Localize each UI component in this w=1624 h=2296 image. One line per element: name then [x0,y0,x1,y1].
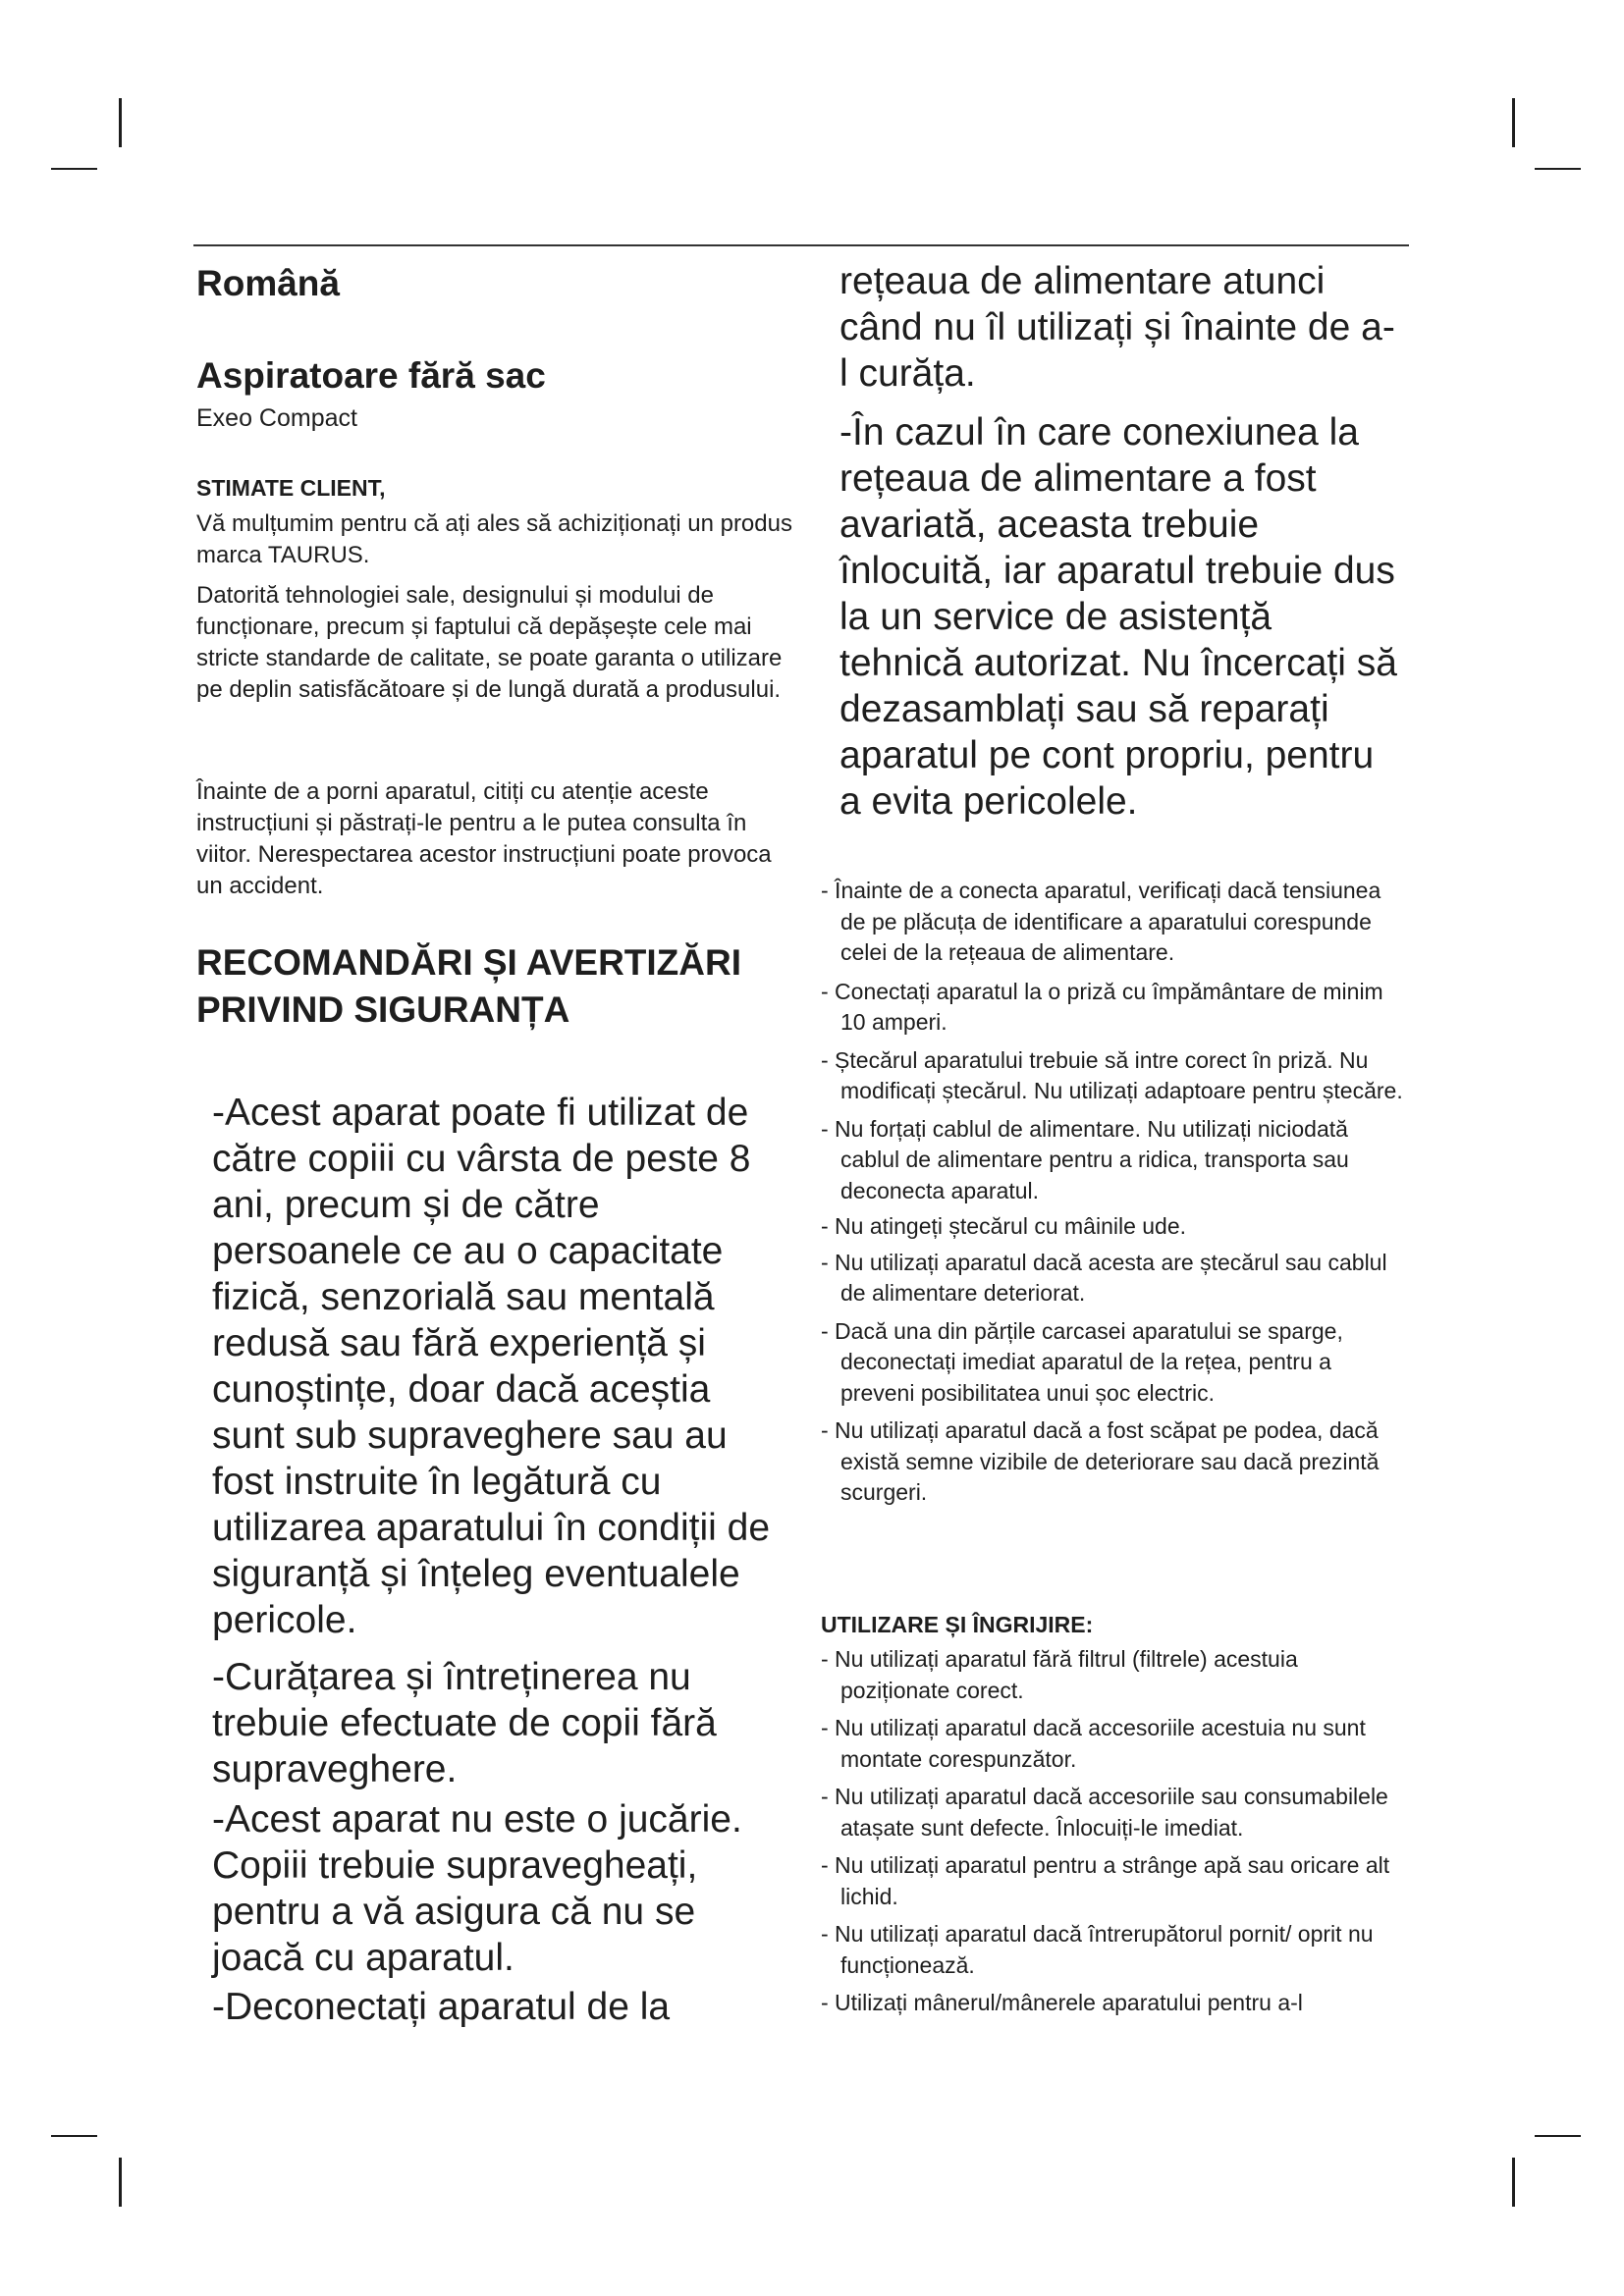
large-warning: -Deconectați aparatul de la [212,1986,671,2028]
crop-mark [51,2135,97,2137]
product-title: Aspiratoare fără sac [196,355,546,396]
use-heading: UTILIZARE ȘI ÎNGRIJIRE: [821,1612,1094,1637]
list-item: - Nu utilizați aparatul pentru a strânge apă sau oricare alt lichid. [821,1852,1390,1909]
intro-paragraph: Vă mulțumim pentru că ați ales să achiziționați un produs marca TAURUS. [196,510,792,568]
safety-list [821,876,1410,1509]
language-heading: Română [196,263,340,303]
crop-mark [1535,168,1581,170]
list-item: - Înainte de a conecta aparatul, verificați dacă tensiunea de pe plăcuța de identificare a aparatului corespunde celei de la rețeaua de alimentare. [821,878,1381,965]
large-warning: -Curățarea și întreținerea nu trebuie efectuate de copii fără supraveghere. [212,1656,717,1790]
use-list [821,1644,1410,2019]
crop-mark [1512,98,1515,147]
list-item: - Nu forțați cablul de alimentare. Nu utilizați niciodată cablul de alimentare pentru a ridica, transporta sau deconecta aparatul. [821,1115,1349,1203]
list-item: - Utilizați mânerul/mânerele aparatului pentru a-l [821,1990,1303,2015]
intro-paragraph: Înainte de a porni aparatul, citiți cu atenție aceste instrucțiuni și păstrați-le pentru a le putea consulta în viitor. Nerespectarea acestor instrucțiuni poate provoca un accident. [196,778,772,899]
model-name: Exeo Compact [196,404,357,432]
crop-mark [119,2158,122,2207]
list-item: - Conectați aparatul la o priză cu împământare de minim 10 amperi. [821,978,1383,1035]
large-warning: rețeaua de alimentare atunci când nu îl utilizați și înainte de a-l curăța. [839,260,1395,395]
large-warning: -Acest aparat nu este o jucărie. Copiii trebuie supravegheați, pentru a vă asigura că nu se joacă cu aparatul. [212,1798,742,1979]
large-warning: -Acest aparat poate fi utilizat de către copiii cu vârsta de peste 8 ani, precum și de către persoanele ce au o capacitate fizică, senzorială sau mentală redusă sau fără experiență și cunoștințe, doar dacă aceștia sunt sub supraveghere sau au fost instruite în legătură cu utilizarea aparatului în condiții de siguranță și înțeleg eventualele pericole. [212,1092,771,1641]
greeting: STIMATE CLIENT, [196,475,386,501]
list-item: - Nu utilizați aparatul dacă acesta are ștecărul sau cablul de alimentare deteriorat. [821,1249,1387,1306]
list-item: - Nu utilizați aparatul dacă a fost scăpat pe podea, dacă există semne vizibile de deteriorare sau dacă prezintă scurgeri. [821,1417,1380,1505]
top-rule [193,244,1409,246]
crop-mark [51,168,97,170]
list-item: - Nu utilizați aparatul dacă accesoriile sau consumabilele atașate sunt defecte. Înlocuiți-le imediat. [821,1784,1388,1841]
crop-mark [119,98,122,147]
list-item: - Ștecărul aparatului trebuie să intre corect în priză. Nu modificați ștecărul. Nu utilizați adaptoare pentru ștecăre. [821,1046,1403,1103]
safety-heading: RECOMANDĂRI ȘI AVERTIZĂRI PRIVIND SIGURANȚA [196,942,741,1030]
list-item: - Nu atingeți ștecărul cu mâinile ude. [821,1213,1187,1239]
list-item: - Dacă una din părțile carcasei aparatului se sparge, deconectați imediat aparatul de la rețea, pentru a preveni posibilitatea unui șoc electric. [821,1317,1343,1406]
list-item: - Nu utilizați aparatul dacă întrerupătorul pornit/ oprit nu funcționează. [821,1921,1374,1978]
list-item: - Nu utilizați aparatul dacă accesoriile acestuia nu sunt montate corespunzător. [821,1715,1366,1772]
crop-mark [1512,2158,1515,2207]
large-warning: -În cazul în care conexiunea la rețeaua de alimentare a fost avariată, aceasta trebuie înlocuită, iar aparatul trebuie dus la un service de asistență tehnică autorizat. Nu încercați să dezasamblați sau să reparați aparatul pe cont propriu, pentru a evita pericolele. [839,411,1397,823]
crop-mark [1535,2135,1581,2137]
list-item: - Nu utilizați aparatul fără filtrul (filtrele) acestuia poziționate corect. [821,1646,1298,1703]
intro-paragraph: Datorită tehnologiei sale, designului și modului de funcționare, precum și faptului că depășește cele mai stricte standarde de calitate, se poate garanta o utilizare pe deplin satisfăcătoare și de lungă durată a produsului. [196,582,783,703]
